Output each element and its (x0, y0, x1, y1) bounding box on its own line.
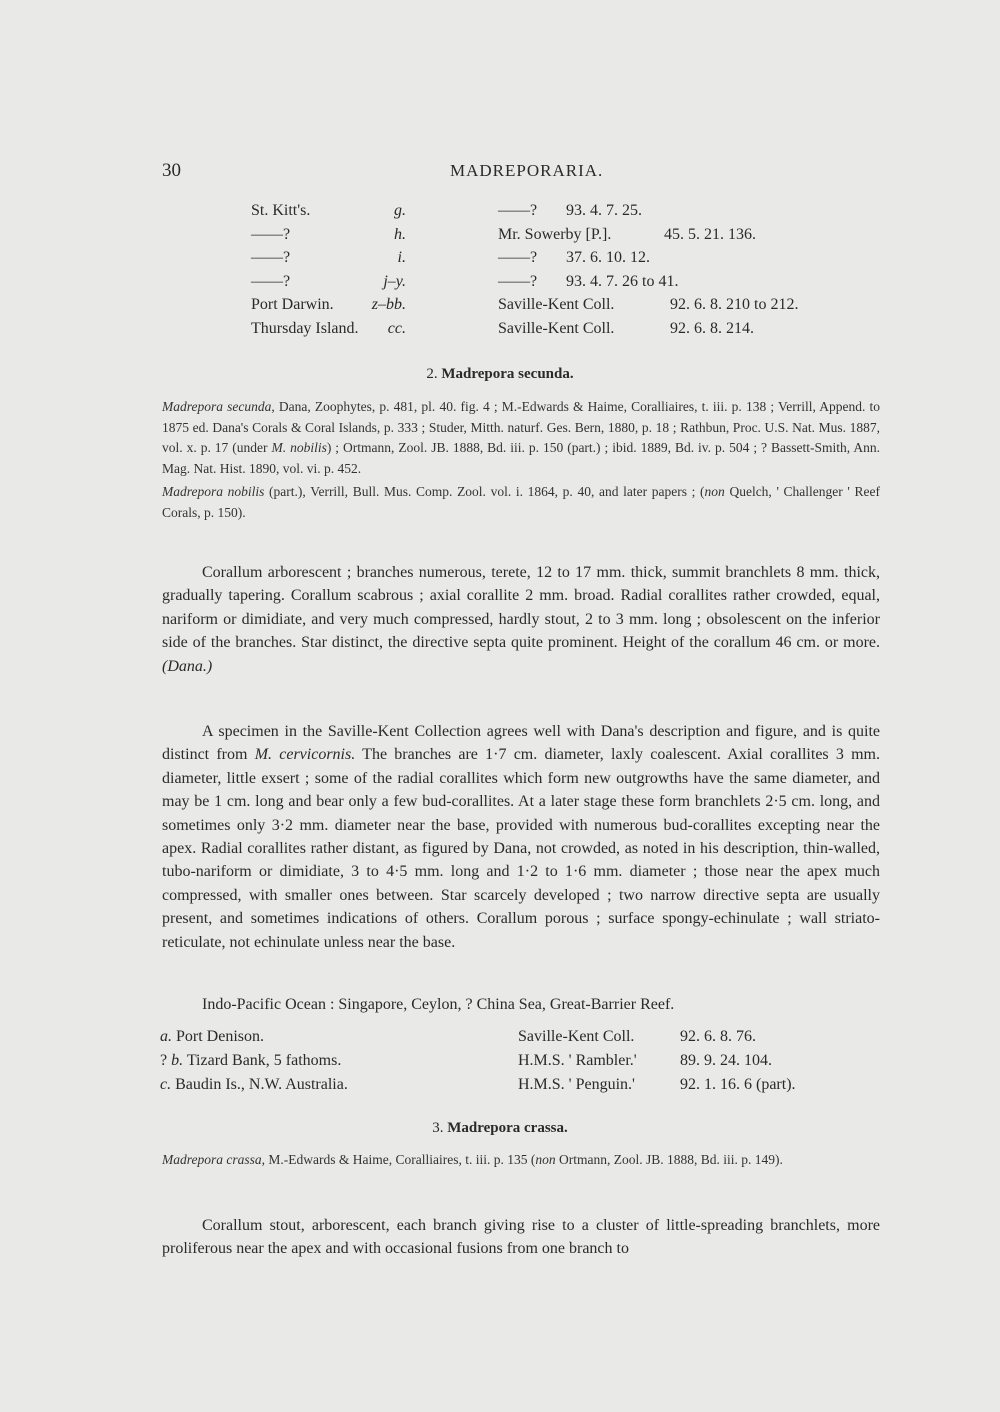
citation-text: Quelch, ' Challenger ' Reef Corals, p. 150). (162, 484, 880, 520)
citation-text: (part.), Verrill, Bull. Mus. Comp. Zool. vol. i. 1864, p. 40, and later papers ; ( (264, 484, 705, 499)
specimen-locality: ——? (251, 249, 291, 266)
section-heading-secunda (0, 366, 1000, 383)
remarks-paragraph (162, 720, 880, 954)
specimen-row (160, 320, 860, 344)
section-number: 2. (426, 366, 438, 382)
specimen-label: ? b. Tizard Bank, 5 fathoms. (160, 1052, 342, 1069)
specimen-label: c. Baudin Is., N.W. Australia. (160, 1076, 348, 1093)
specimen-row (160, 249, 860, 273)
running-head: MADREPORARIA. (450, 161, 604, 180)
specimen-locality: ——? (251, 272, 291, 290)
citation-text: Ortmann, Zool. JB. 1888, Bd. iii. p. 149). (555, 1152, 783, 1167)
distribution-line: Indo-Pacific Ocean : Singapore, Ceylon, ? China Sea, Great-Barrier Reef. (202, 996, 675, 1013)
specimen-label: a. Port Denison. (160, 1028, 264, 1045)
section-title: Madrepora secunda. (441, 366, 574, 382)
specimen-row (160, 273, 860, 297)
specimen-collection: H.M.S. ' Rambler.' (518, 1052, 637, 1069)
synonymy-list (162, 397, 880, 526)
specimen-label: cc. (387, 319, 406, 337)
taxon-name: Madrepora crassa (162, 1152, 262, 1167)
specimen-register: 92. 6. 8. 76. (680, 1028, 756, 1045)
section-title: Madrepora crassa. (447, 1120, 568, 1136)
paragraph-text: Corallum stout, arborescent, each branch giving rise to a cluster of little-spreading branchlets, more proliferous near the apex and with occasional fusions from one branch to (162, 1217, 880, 1258)
specimen-label: j–y. (383, 272, 406, 290)
citation-author: (Dana.) (162, 657, 213, 675)
paragraph-text: The branches are 1·7 cm. diameter, laxly coalescent. Axial corallites 3 mm. diameter, little exsert ; some of the radial corallites which form new outgrowths have the same diameter, and may be 1 cm. long and bear only a few bud-corallites. At a later stage these form branchlets 2·5 cm. long, and sometimes only 3·2 mm. diameter near the base, provided with numerous bud-corallites excepting near the apex. Radial corallites rather distant, as figured by Dana, not crowded, as noted in his description, thin-walled, tubo-nariform or dimidiate, 3 to 4·5 mm. long and 1·2 to 1·6 mm. diameter ; those near the apex much compressed, with smaller ones between. Star scarcely developed ; two narrow directive septa are usually present, and sometimes indications of others. Corallum porous ; surface spongy-echinulate ; wall striato-reticulate, not echinulate unless near the base. (162, 746, 881, 951)
section-number: 3. (432, 1120, 444, 1136)
specimen-register: 92. 6. 8. 210 to 212. (670, 296, 799, 313)
specimen-locality: St. Kitt's. (251, 202, 311, 219)
taxon-name: M. cervicornis. (254, 746, 356, 764)
citation-text: , M.-Edwards & Haime, Coralliaires, t. iii. p. 135 ( (261, 1152, 536, 1167)
section-heading-crassa (0, 1120, 1000, 1137)
citation-text: , Dana, Zoophytes, p. 481, pl. 40. fig. 4 ; M.-Edwards & Haime, Coralliaires, t. iii. p. 138 ; Verrill, Append. to 1875 ed. Dana's Corals & Coral Islands, p. 333 ; Studer, Mitth. naturf. Ges. Bern, 1880, p. 18 ; Rathbun, Proc. U.S. Nat. Mus. 1887, vol. x. p. 17 (under (162, 399, 880, 455)
specimen-register: 93. 4. 7. 26 to 41. (566, 272, 679, 290)
paragraph-text: A specimen in the Saville-Kent Collection agrees well with Dana's description and figure, and is quite distinct from (162, 723, 880, 764)
specimen-register: 92. 1. 16. 6 (part). (680, 1076, 796, 1093)
description-paragraph (162, 561, 880, 678)
taxon-name: M. nobilis (271, 440, 327, 455)
specimen-label: h. (394, 225, 406, 243)
specimen-source: ——? (498, 249, 538, 266)
specimen-row (160, 1028, 860, 1052)
taxon-name: Madrepora secunda (162, 399, 272, 414)
non-marker: non (704, 484, 725, 499)
specimen-collection: Saville-Kent Coll. (518, 1028, 635, 1045)
paragraph-text: Corallum arborescent ; branches numerous, terete, 12 to 17 mm. thick, summit branchlets 8 mm. thick, gradually tapering. Corallum scabrous ; axial corallite 2 mm. broad. Radial corallites rather crowded, equal, nariform or dimidiate, and very much compressed, hardly stout, 2 to 3 mm. long ; obsolescent on the inferior side of the branches. Star distinct, the directive septa quite prominent. Height of the corallum 46 cm. or more. (162, 564, 880, 652)
synonymy-entry (162, 1150, 880, 1171)
synonymy-list (162, 1150, 880, 1174)
specimen-locality: ——? (251, 225, 291, 243)
specimen-list-secunda (160, 1028, 860, 1100)
specimen-locality: Thursday Island. (251, 319, 359, 337)
specimen-source: Saville-Kent Coll. (498, 296, 615, 313)
specimen-row (160, 202, 860, 226)
specimen-locality: Port Darwin. (251, 296, 334, 313)
page-number: 30 (162, 160, 181, 181)
description-paragraph (162, 1214, 880, 1261)
specimen-collection: H.M.S. ' Penguin.' (518, 1076, 635, 1093)
specimen-register: 37. 6. 10. 12. (566, 249, 650, 266)
specimen-register: 92. 6. 8. 214. (670, 319, 754, 337)
non-marker: non (535, 1152, 556, 1167)
specimen-row (160, 296, 860, 320)
specimen-row (160, 1076, 860, 1100)
specimen-label: z–bb. (371, 296, 406, 313)
specimen-register: 45. 5. 21. 136. (664, 225, 756, 243)
synonymy-entry (162, 482, 880, 523)
specimen-label: i. (397, 249, 406, 266)
specimen-register: 89. 9. 24. 104. (680, 1052, 772, 1069)
specimen-row (160, 226, 860, 250)
specimen-source: ——? (498, 202, 538, 219)
citation-text: ) ; Ortmann, Zool. JB. 1888, Bd. iii. p. 150 (part.) ; ibid. 1889, Bd. iv. p. 504 ; ? Bassett-Smith, Ann. Mag. Nat. Hist. 1890, vol. vi. p. 452. (162, 440, 881, 476)
taxon-name: Madrepora nobilis (162, 484, 265, 499)
specimen-source: ——? (498, 272, 538, 290)
specimen-source: Mr. Sowerby [P.]. (498, 225, 612, 243)
specimen-register: 93. 4. 7. 25. (566, 202, 642, 219)
synonymy-entry (162, 397, 880, 479)
specimen-label: g. (394, 202, 406, 219)
specimen-row (160, 1052, 860, 1076)
specimen-source: Saville-Kent Coll. (498, 319, 615, 337)
specimen-list-top (160, 202, 860, 343)
